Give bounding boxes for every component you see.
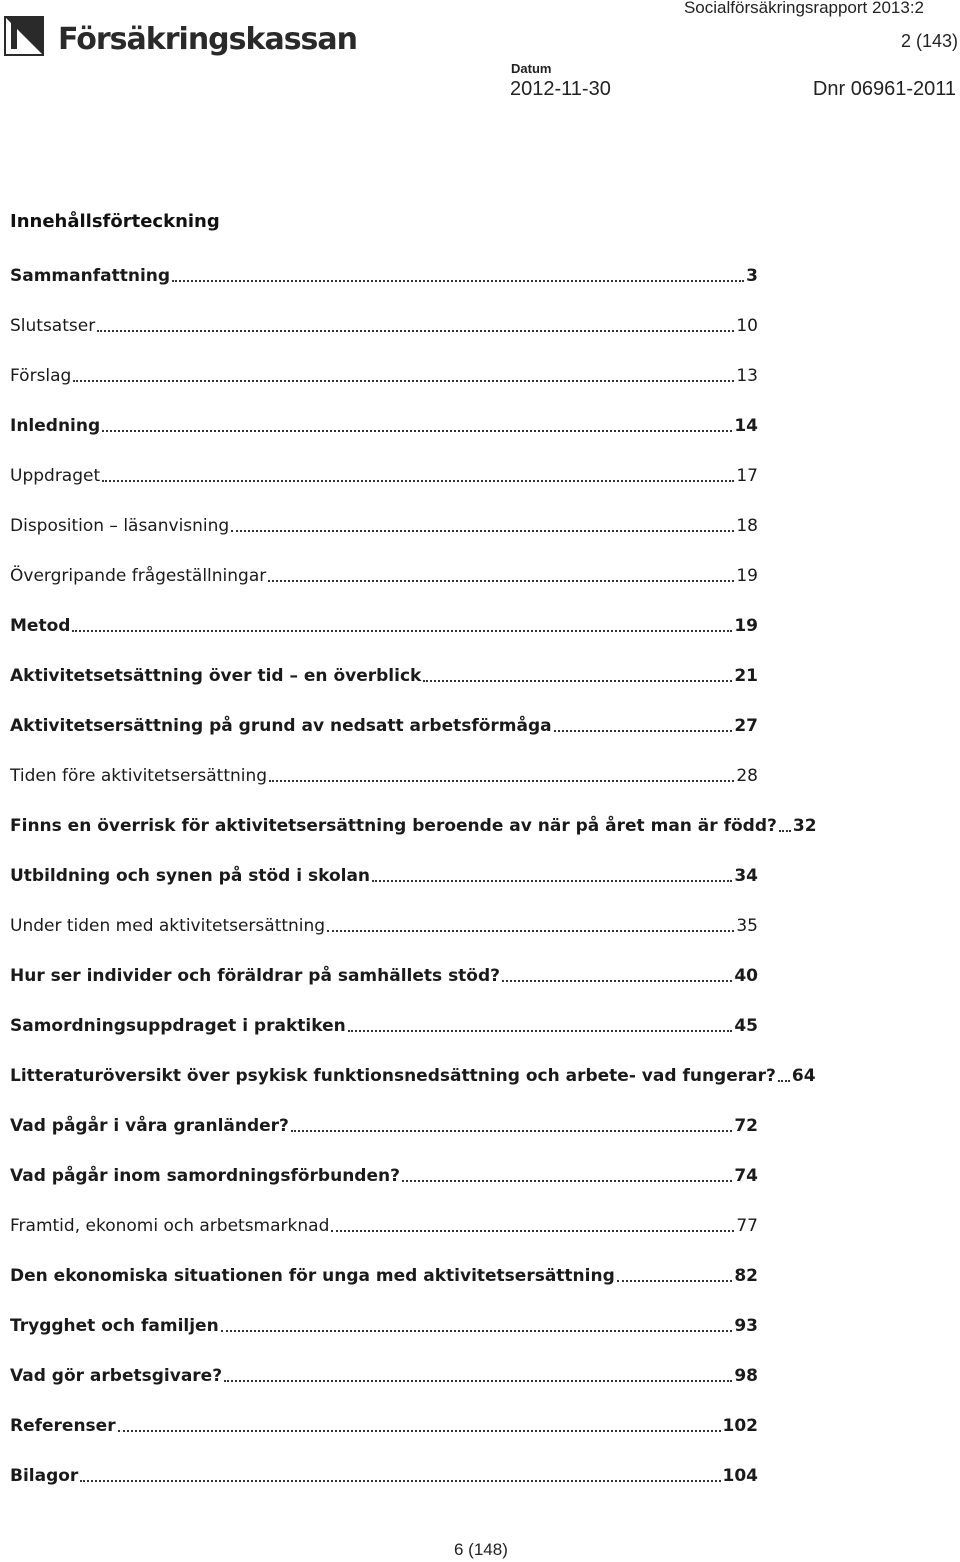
dot-leader (73, 366, 734, 382)
dot-leader (402, 1166, 732, 1182)
dot-leader (554, 716, 733, 732)
toc-entry-title: Slutsatser (10, 316, 96, 336)
toc-entry-title: Trygghet och familjen (10, 1316, 219, 1336)
date-value: 2012-11-30 (510, 78, 611, 100)
toc-entry-page: 72 (734, 1116, 758, 1136)
toc-entry[interactable] (10, 1201, 758, 1251)
dot-leader (269, 766, 734, 782)
toc-entry-page: 10 (736, 316, 758, 336)
toc-entry[interactable] (10, 1001, 758, 1051)
dot-leader (268, 566, 734, 582)
toc-entry-title: Framtid, ekonomi och arbetsmarknad (10, 1216, 330, 1236)
toc-entry-page: 93 (734, 1316, 758, 1336)
dot-leader (372, 866, 732, 882)
toc-entry-page: 14 (734, 416, 758, 436)
toc-entry-page: 34 (734, 866, 758, 886)
footer-page-indicator: 6 (148) (454, 1540, 508, 1559)
toc-entry-page: 77 (736, 1216, 758, 1236)
toc-entry[interactable] (10, 851, 758, 901)
table-of-contents (10, 251, 817, 1501)
toc-entry[interactable] (10, 701, 758, 751)
toc-entry[interactable] (10, 1351, 758, 1401)
toc-entry-title: Metod (10, 616, 71, 636)
toc-entry[interactable] (10, 351, 758, 401)
toc-entry-page: 32 (792, 816, 817, 836)
toc-entry-title: Litteraturöversikt över psykisk funktionsnedsättning och arbete- vad fungerar? (10, 1066, 776, 1086)
toc-entry-title: Aktivitetsersättning på grund av nedsatt arbetsförmåga (10, 716, 552, 736)
toc-entry-title: Vad pågår inom samordningsförbunden? (10, 1166, 400, 1186)
toc-entry-title: Inledning (10, 416, 101, 436)
dot-leader (779, 816, 791, 832)
toc-entry-title: Den ekonomiska situationen för unga med aktivitetsersättning (10, 1266, 615, 1286)
toc-entry[interactable] (10, 301, 758, 351)
toc-entry-page: 18 (736, 516, 758, 536)
dot-leader (331, 1216, 734, 1232)
page-indicator: 2 (143) (900, 31, 958, 51)
brand-logo (4, 16, 44, 56)
dot-leader (348, 1016, 733, 1032)
toc-entry[interactable] (10, 551, 758, 601)
toc-entry-page: 13 (736, 366, 758, 386)
dot-leader (291, 1116, 732, 1132)
toc-entry[interactable] (10, 451, 758, 501)
toc-entry-page: 45 (734, 1016, 758, 1036)
toc-entry-page: 104 (722, 1466, 758, 1486)
dot-leader (502, 966, 732, 982)
toc-entry-title: Övergripande frågeställningar (10, 566, 267, 586)
toc-entry[interactable] (10, 1301, 758, 1351)
toc-entry-page: 98 (734, 1366, 758, 1386)
toc-entry[interactable] (10, 1151, 758, 1201)
toc-entry-page: 102 (722, 1416, 758, 1436)
date-label: Datum (511, 61, 552, 76)
toc-entry-page: 17 (736, 466, 758, 486)
dot-leader (617, 1266, 733, 1282)
toc-entry[interactable] (10, 751, 758, 801)
toc-entry[interactable] (10, 501, 758, 551)
toc-entry-title: Aktivitetsetsättning över tid – en överblick (10, 666, 422, 686)
toc-entry[interactable] (10, 1101, 758, 1151)
toc-entry-page: 19 (734, 616, 758, 636)
toc-entry-page: 28 (736, 766, 758, 786)
toc-entry-page: 21 (734, 666, 758, 686)
toc-entry-page: 3 (746, 266, 758, 286)
toc-entry-page: 74 (734, 1166, 758, 1186)
dot-leader (327, 916, 734, 932)
dot-leader (80, 1466, 720, 1482)
dot-leader (221, 1316, 733, 1332)
case-number: Dnr 06961-2011 (812, 78, 956, 100)
toc-entry-page: 35 (736, 916, 758, 936)
toc-entry-title: Utbildning och synen på stöd i skolan (10, 866, 371, 886)
toc-entry-page: 40 (734, 966, 758, 986)
toc-entry-page: 64 (791, 1066, 816, 1086)
toc-entry-title: Tiden före aktivitetsersättning (10, 766, 268, 786)
toc-entry-title: Vad pågår i våra granländer? (10, 1116, 289, 1136)
toc-entry-title: Vad gör arbetsgivare? (10, 1366, 223, 1386)
toc-entry[interactable] (10, 1451, 758, 1501)
toc-entry-title: Bilagor (10, 1466, 79, 1486)
toc-entry-title: Samordningsuppdraget i praktiken (10, 1016, 346, 1036)
toc-entry-title: Hur ser individer och föräldrar på samhällets stöd? (10, 966, 501, 986)
toc-entry-title: Disposition – läsanvisning (10, 516, 230, 536)
brand-mark-icon (4, 16, 44, 56)
toc-entry-title: Sammanfattning (10, 266, 171, 286)
report-title: Socialförsäkringsrapport 2013:2 (683, 0, 924, 17)
dot-leader (97, 316, 734, 332)
toc-entry[interactable] (10, 1051, 816, 1101)
dot-leader (102, 466, 734, 482)
toc-entry-page: 27 (734, 716, 758, 736)
toc-entry[interactable] (10, 951, 758, 1001)
dot-leader (224, 1366, 732, 1382)
toc-entry-title: Finns en överrisk för aktivitetsersättning beroende av när på året man är född? (10, 816, 777, 836)
dot-leader (172, 266, 744, 282)
toc-entry[interactable] (10, 651, 758, 701)
toc-entry[interactable] (10, 1401, 758, 1451)
toc-entry-title: Uppdraget (10, 466, 101, 486)
toc-entry[interactable] (10, 901, 758, 951)
toc-entry-title: Förslag (10, 366, 72, 386)
toc-entry-page: 82 (734, 1266, 758, 1286)
toc-heading: Innehållsförteckning (10, 211, 220, 232)
dot-leader (72, 616, 732, 632)
dot-leader (102, 416, 732, 432)
toc-entry[interactable] (10, 401, 758, 451)
toc-entry[interactable] (10, 801, 817, 851)
dot-leader (118, 1416, 721, 1432)
toc-entry[interactable] (10, 251, 758, 301)
toc-entry-page: 19 (736, 566, 758, 586)
toc-entry-title: Referenser (10, 1416, 116, 1436)
dot-leader (778, 1066, 790, 1082)
toc-entry-title: Under tiden med aktivitetsersättning (10, 916, 326, 936)
dot-leader (231, 516, 734, 532)
dot-leader (423, 666, 732, 682)
brand-name: Försäkringskassan (58, 22, 358, 57)
toc-entry[interactable] (10, 1251, 758, 1301)
toc-entry[interactable] (10, 601, 758, 651)
